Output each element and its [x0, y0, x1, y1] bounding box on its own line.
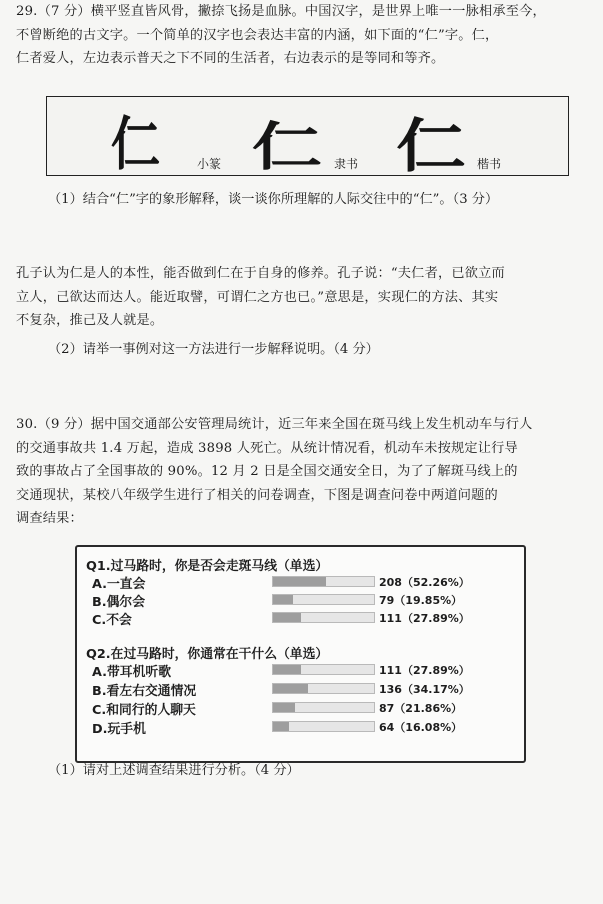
q29-intro-line: 不曾断绝的古文字。一个简单的汉字也会表达丰富的内涵，如下面的“仁”字。仁，	[16, 27, 499, 43]
q30-intro-line: 致的事故占了全国事故的 90%。12 月 2 日是全国交通安全日，为了了解斑马线上的	[16, 464, 518, 479]
q29-sub1: （1）结合“仁”字的象形解释，谈一谈你所理解的人际交往中的“仁”。（3 分）	[48, 192, 499, 207]
survey-q2-option-value: 87（21.86%）	[379, 702, 463, 715]
survey-q2-option-bar	[272, 683, 375, 694]
q30-sub1: （1）请对上述调查结果进行分析。（4 分）	[48, 763, 300, 778]
survey-q2-option-label: B.看左右交通情况	[92, 684, 197, 699]
q29-intro-line: 29.（7 分）横平竖直皆风骨，撇捺飞扬是血脉。中国汉字，是世界上唯一一脉相承至今，	[16, 4, 546, 19]
q29-sub2: （2）请举一事例对这一方法进行一步解释说明。（4 分）	[48, 342, 379, 357]
bar-fill	[273, 577, 326, 586]
survey-q1-option-value: 111（27.89%）	[379, 612, 470, 625]
q29-passage-line: 立人，己欲达而达人。能近取譬，可谓仁之方也已。”意思是，实现仁的方法、其实	[16, 289, 499, 305]
survey-q2-option-value: 64（16.08%）	[379, 721, 463, 734]
q29-intro	[16, 0, 592, 71]
survey-q2-option-label: C.和同行的人聊天	[92, 703, 196, 718]
clerical-script-glyph: 仁	[251, 118, 323, 178]
regular-script-caption: 楷书	[477, 157, 502, 171]
survey-q1-option-value: 79（19.85%）	[379, 594, 463, 607]
q30-intro-line: 调查结果：	[16, 511, 83, 526]
calligraphy-figure	[46, 96, 569, 180]
q30-intro	[16, 413, 592, 531]
seal-script-glyph: 仁	[110, 110, 156, 178]
survey-q1-option-value: 208（52.26%）	[379, 576, 470, 589]
survey-q1-title: Q1.过马路时，你是否会走斑马线（单选）	[86, 559, 329, 574]
bar-fill	[273, 722, 289, 731]
survey-q1-option-label: B.偶尔会	[92, 595, 146, 610]
q30-intro-line: 交通现状，某校八年级学生进行了相关的问卷调查，下图是调查问卷中两道问题的	[16, 487, 498, 503]
q30-intro-line: 的交通事故共 1.4 万起，造成 3898 人死亡。从统计情况看，机动车未按规定让行导	[16, 440, 518, 456]
survey-q1-option-bar	[272, 576, 375, 587]
survey-q2-option-bar	[272, 664, 375, 675]
survey-q2-option-bar	[272, 721, 375, 732]
q29-passage	[16, 262, 592, 333]
survey-q2-option-label: A.带耳机听歌	[92, 665, 171, 680]
survey-results-panel	[75, 545, 526, 763]
bar-fill	[273, 684, 308, 693]
bar-fill	[273, 665, 301, 674]
regular-script-glyph: 仁	[396, 112, 466, 180]
survey-q2-option-value: 136（34.17%）	[379, 683, 470, 696]
q30-intro-line: 30.（9 分）据中国交通部公安管理局统计，近三年来全国在斑马线上发生机动车与行人	[16, 417, 533, 432]
bar-fill	[273, 595, 293, 604]
survey-q2-option-bar	[272, 702, 375, 713]
survey-q2-option-value: 111（27.89%）	[379, 664, 470, 677]
bar-fill	[273, 703, 295, 712]
q29-passage-line: 不复杂，推己及人就是。	[16, 313, 164, 328]
survey-q1-option-label: C.不会	[92, 613, 132, 628]
clerical-script-caption: 隶书	[334, 157, 359, 171]
seal-script-caption: 小篆	[197, 157, 222, 171]
survey-q1-option-bar	[272, 594, 375, 605]
survey-q1-option-bar	[272, 612, 375, 623]
bar-fill	[273, 613, 301, 622]
q29-intro-line: 仁者爱人，左边表示普天之下不同的生活者，右边表示的是等同和等齐。	[16, 51, 445, 66]
survey-q2-option-label: D.玩手机	[92, 722, 146, 737]
survey-q1-option-label: A.一直会	[92, 577, 146, 592]
survey-q2-title: Q2.在过马路时，你通常在干什么（单选）	[86, 647, 329, 662]
q29-passage-line: 孔子认为仁是人的本性，能否做到仁在于自身的修养。孔子说：“夫仁者，已欲立而	[16, 266, 505, 281]
